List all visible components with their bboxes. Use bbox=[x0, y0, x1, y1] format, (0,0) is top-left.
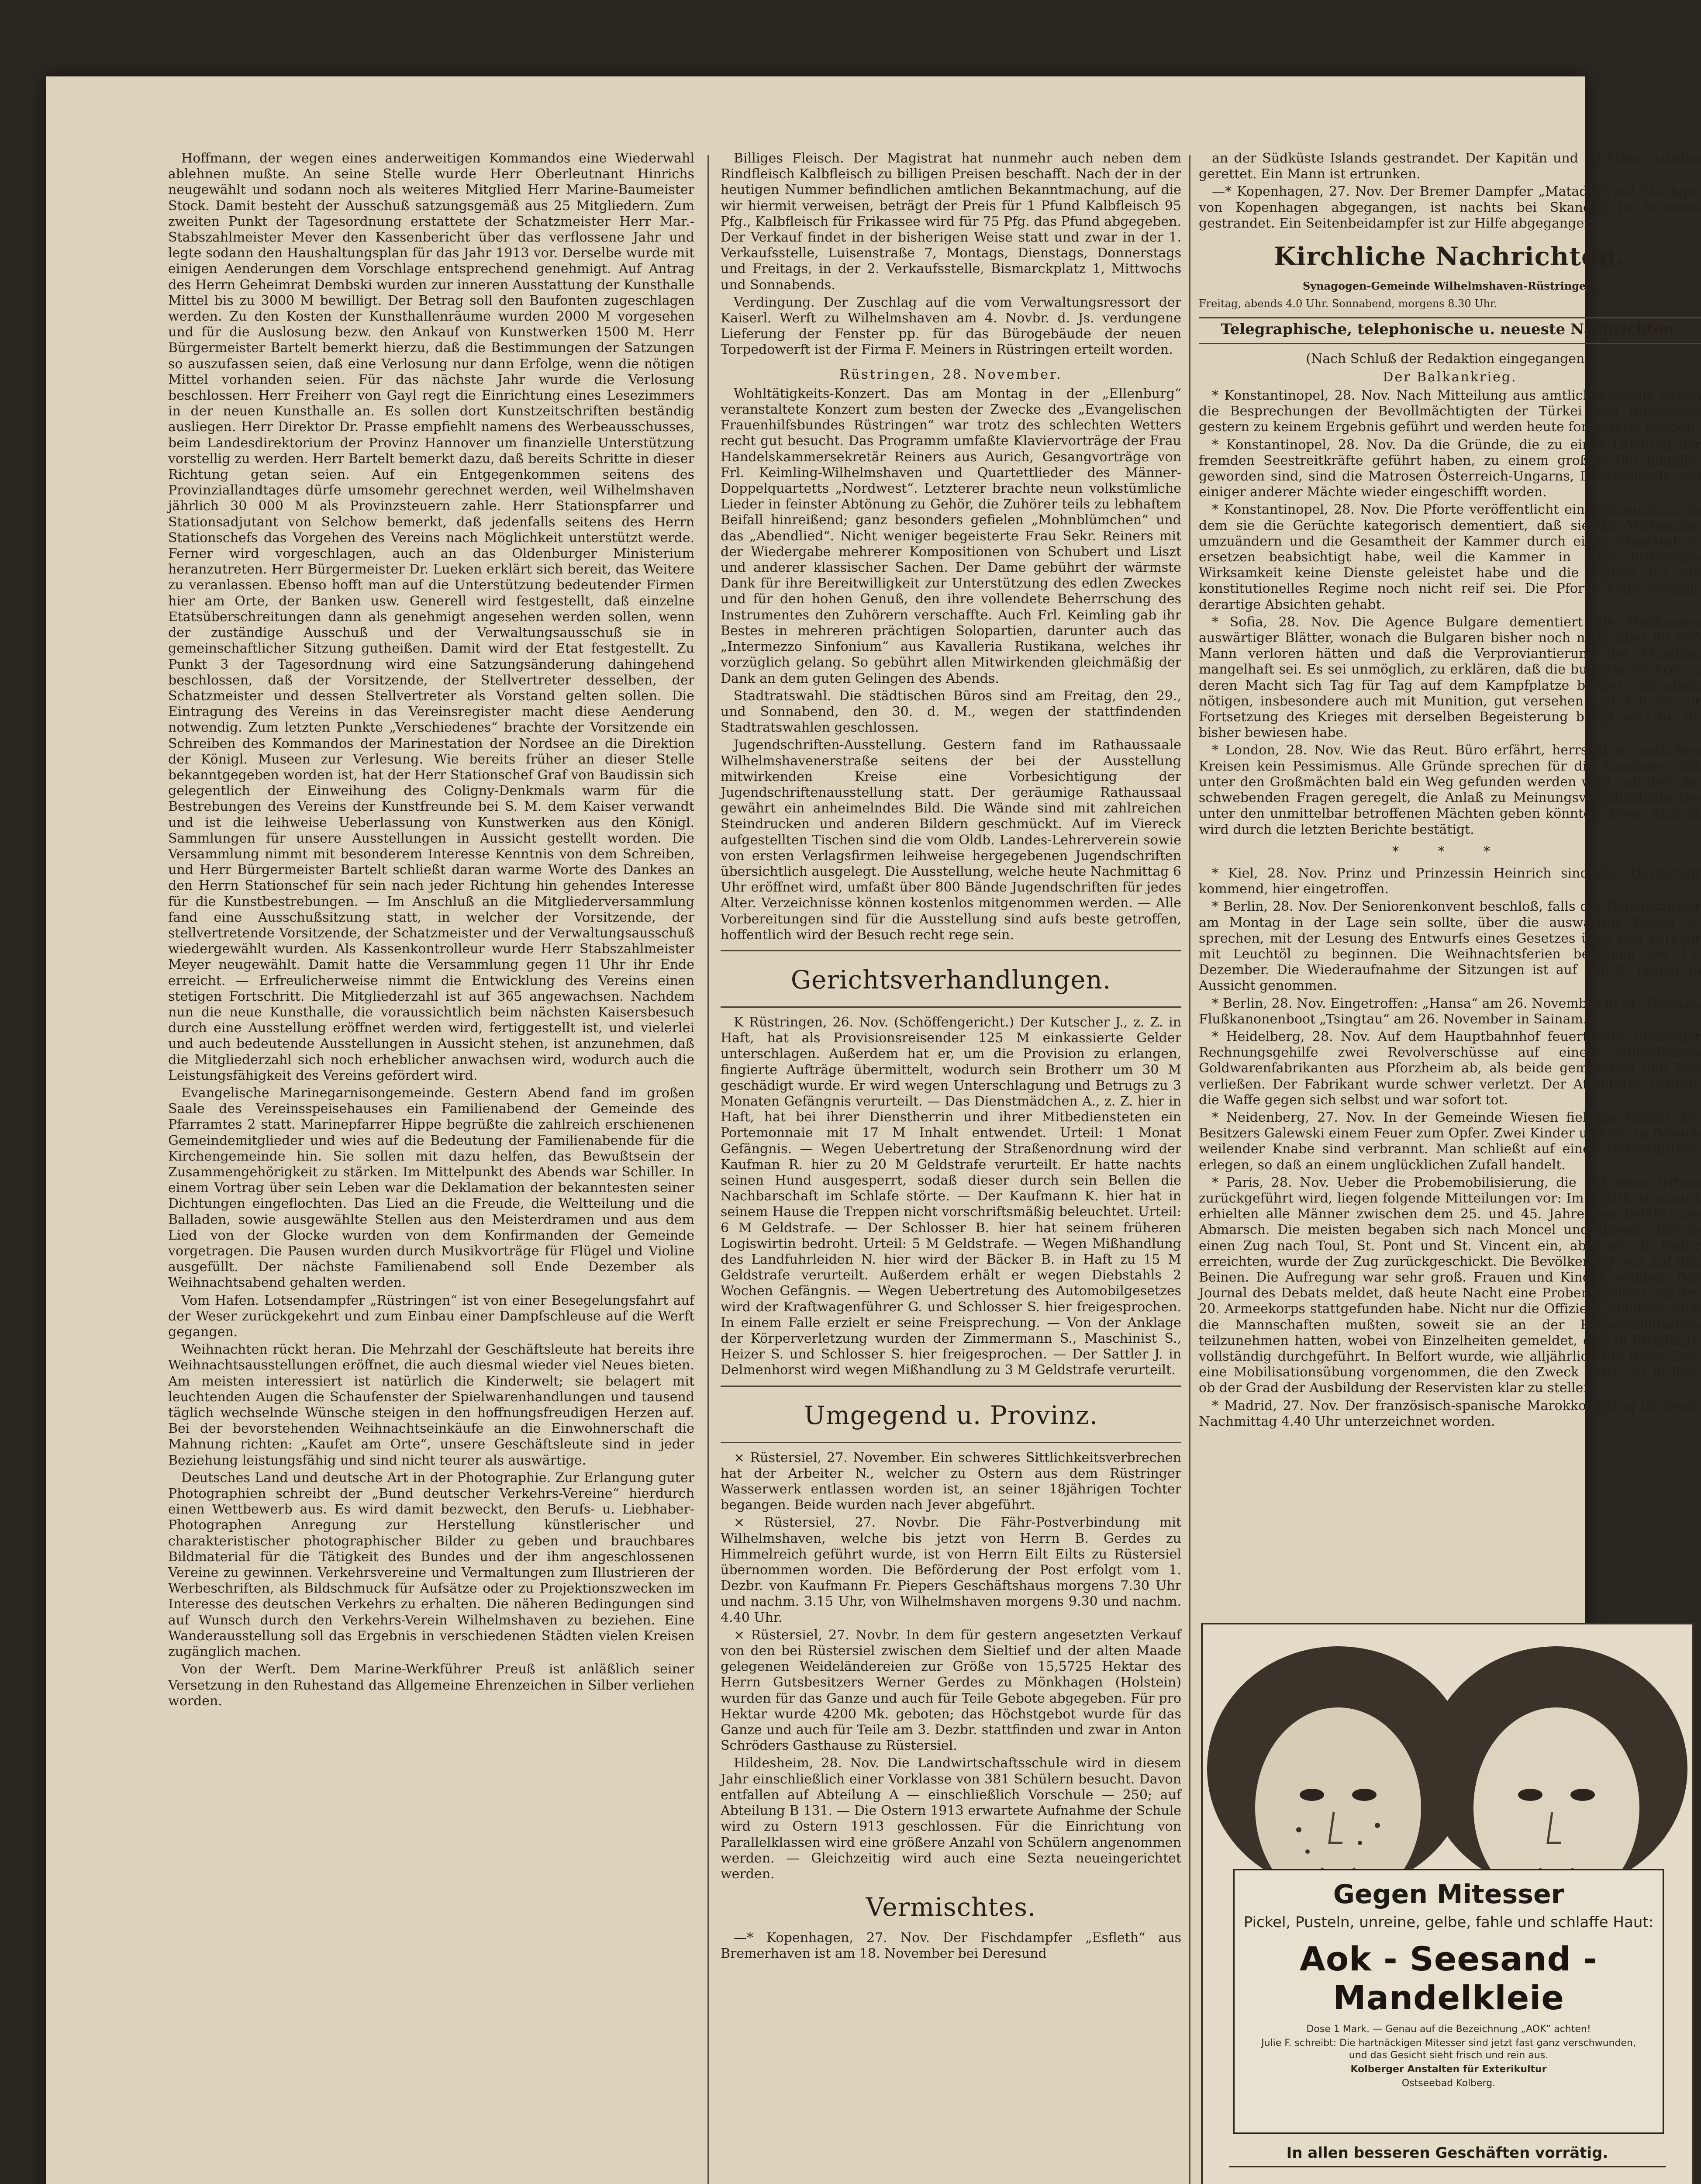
synagogue-notice: Synagogen-Gemeinde Wilhelmshaven-Rüstringen. bbox=[1302, 280, 1597, 293]
article-verdingung: Verdingung. Der Zuschlag auf die vom Verwaltungsressort der Kaiserl. Werft zu Wilhelmshaven am 4. Novbr. d. Js. verdungene Lieferung der Fenster pp. für das Bürogebäude der neuen Torpedowerft ist der Firma F. Meiners in Rüstringen erteilt worden. bbox=[721, 294, 1181, 358]
section-header-box bbox=[721, 950, 1181, 1008]
article-stadtratswahl: Stadtratswahl. Die städtischen Büros sind am Freitag, den 29., und Sonnabend, den 30. d. M., wegen der stattfindenden Stadtratswahlen geschlossen. bbox=[721, 688, 1181, 736]
article-marinegarnison: Evangelische Marinegarnisongemeinde. Gestern Abend fand im großen Saale des Vereinsspeisehauses ein Familienabend der Gemeinde des Pfarramtes 2 statt. Marinepfarrer Hippe begrüßte die zahlreich erschienenen Gemeindemitglieder und wies auf die Bedeutung der Familienabende für die Kirchengemeinde hin. Sie sollen mit dazu helfen, das Bewußtsein der Zusammengehörigkeit zu stärken. Im Mittelpunkt des Abends war Schiller. In einem Vortrag über sein Leben war die Deklamation der bekanntesten seiner Dichtungen eingeflochten. Das Lied an die Freude, die Weltteilung und die Balladen, sowie ausgewählte Stellen aus den Meisterdramen und aus dem Lied von der Glocke wurden von dem Konfirmanden der Gemeinde vorgetragen. Die Pausen wurden durch Musikvorträge für Flügel und Violine ausgefüllt. Der nächste Familienabend soll Ende Dezember als Weihnachtsabend gehalten werden. bbox=[168, 1085, 694, 1291]
advertisement bbox=[1201, 1623, 1694, 2184]
section-heading-vermischtes: Vermischtes. bbox=[866, 1892, 1036, 1922]
ad-tagline: Pickel, Pusteln, unreine, gelbe, fahle und schlaffe Haut: bbox=[1243, 1914, 1654, 1931]
column-1 bbox=[168, 151, 694, 2184]
telegram: * Berlin, 28. Nov. Der Seniorenkonvent beschloß, falls der Reichskanzler am Montag in der Lage sein sollte, über die auswärtige Politik zu sprechen, mit der Lesung des Entwurfs eines Gesetzes über den Verkehr mit Leuchtöl zu beginnen. Die Weihnachtsferien beginnen am 13. Dezember. Die Wiederaufnahme der Sitzungen ist auf den 8. Januar in Aussicht genommen. bbox=[1199, 899, 1701, 994]
telegram: * Berlin, 28. Nov. Eingetroffen: „Hansa“ am 26. November in St. Thomas, Flußkanonenboot „Tsingtau“ am 26. November in Sainam. bbox=[1199, 995, 1701, 1027]
telegram: * Kiel, 28. Nov. Prinz und Prinzessin Heinrich sind aus Darmstadt kommend, hier eingetroffen. bbox=[1199, 865, 1701, 897]
article-schoeffengericht: K Rüstringen, 26. Nov. (Schöffengericht.) Der Kutscher J., z. Z. in Haft, hat als Provisionsreisender 125 M einkassierte Gelder unterschlagen. Außerdem hat er, um die Provision zu erlangen, fingierte Aufträge übermittelt, wodurch sein Brotherr um 30 M geschädigt wurde. Er wird wegen Unterschlagung und Betrugs zu 3 Monaten Gefängnis verurteilt. — Das Dienstmädchen A., z. Z. hier in Haft, hat bei ihrer Dienstherrin und ihrer Mitbediensteten ein Portemonnaie mit 17 M Inhalt entwendet. Urteil: 1 Monat Gefängnis. — Wegen Uebertretung der Straßenordnung wird der Kaufman R. hier zu 20 M Geldstrafe verurteilt. Er hatte nachts seinen Hund ausgesperrt, sodaß dieser durch sein Bellen die Nachbarschaft im Schlafe störte. — Der Kaufmann K. hier hat in seinem Hause die Treppen nicht vorschriftsmäßig beleuchtet. Urteil: 6 M Geldstrafe. — Der Schlosser B. hier hat seinem früheren Logiswirtin bedroht. Urteil: 5 M Geldstrafe. — Wegen Mißhandlung des Landfuhrleiden N. hier wird der Bäcker B. in Haft zu 15 M Geldstrafe verurteilt. Außerdem erhält er wegen Diebstahls 2 Wochen Gefängnis. — Wegen Uebertretung des Automobilgesetzes wird der Kraftwagenführer G. und Schlosser S. hier freigesprochen. In einem Falle erzielt er seine Freisprechung. — Von der Anklage der Körperverletzung wurden der Zimmermann S., Maschinist S., Heizer S. und Schlosser S. hier freigesprochen. — Der Sattler J. in Delmenhorst wird wegen Mißhandlung zu 3 M Geldstrafe verurteilt. bbox=[721, 1014, 1181, 1378]
article-ruestersiel-3: × Rüstersiel, 27. Novbr. In dem für gestern angesetzten Verkauf von den bei Rüstersiel zwischen dem Sieltief und der alten Maade gelegenen Weideländereien zur Größe von 15,5725 Hektar des Herrn Gutsbesitzers Werner Gerdes zu Mönkhagen (Holstein) wurden für das Ganze und auch für Teile Gebote abgegeben. Für pro Hektar wurde 4200 Mk. geboten; das Höchstgebot wurde für das Ganze und auch für Teile am 3. Dezbr. stattfinden und zwar in Anton Schröders Gasthause zu Rüstersiel. bbox=[721, 1627, 1181, 1754]
telegram: * Paris, 28. Nov. Ueber die Probemobilisierung, die auf einen Irrtum zurückgeführt wird, liegen folgende Mitteilungen vor: Im Bezirk Arracourt erhielten alle Männer zwischen dem 25. und 45. Jahre den Befehl zum Abmarsch. Die meisten begaben sich nach Moncel und stiegen dort in einen Zug nach Toul, St. Pont und St. Vincent ein, aber als sie Pagny erreichten, wurde der Zug zurückgeschickt. Die Bevölkerung war auf den Beinen. Die Aufregung war sehr groß. Frauen und Kinder weinten. Das Journal des Debats meldet, daß heute Nacht eine Probemobilisierung des 20. Armeekorps stattgefunden habe. Nicht nur die Offiziere, sondern auch die Mannschaften mußten, soweit sie an der Probemobilisation teilzunehmen hatten, wobei von Einzelheiten gemeldet, daß in Straßburg vollständig durchgeführt. In Belfort wurde, wie alljährlich um diese Zeit, eine Mobilisationsübung vorgenommen, die den Zweck hatte, zu prüfen, ob der Grad der Ausbildung der Reservisten klar zu stellen. bbox=[1199, 1175, 1701, 1396]
section-header-box bbox=[721, 1386, 1181, 1443]
telegraph-note: (Nach Schluß der Redaktion eingegangen.) bbox=[1306, 351, 1594, 367]
section-divider-stars: * * * bbox=[1392, 843, 1508, 859]
section-heading-telegraph: Telegraphische, telephonische u. neueste Nachrichten. bbox=[1221, 321, 1679, 339]
section-heading-umgegend: Umgegend u. Provinz. bbox=[804, 1400, 1098, 1430]
ad-headline: Gegen Mitesser bbox=[1333, 1879, 1564, 1910]
article-billiges-fleisch: Billiges Fleisch. Der Magistrat hat nunmehr auch neben dem Rindfleisch Kalbfleisch zu billigen Preisen beschafft. Nach der in der heutigen Nummer befindlichen amtlichen Bekanntmachung, auf die wir hiermit verweisen, beträgt der Preis für 1 Pfund Kalbfleisch 95 Pfg., Kalbfleisch für Frikassee wird für 75 Pfg. das Pfund abgegeben. Der Verkauf findet in der bisherigen Weise statt und zwar in der 1. Verkaufsstelle, Luisenstraße 7, Montags, Dienstags, Donnerstags und Freitags, in der 2. Verkaufsstelle, Bismarckplatz 1, Mittwochs und Sonnabends. bbox=[721, 151, 1182, 293]
telegram: * Konstantinopel, 28. Nov. Nach Mitteilung aus amtlicher Quelle haben die Besprechungen der Bevollmächtigten der Türkei und Bulgariens gestern zu keinem Ergebnis geführt und werden heute fortgesetzt werden. bbox=[1199, 388, 1701, 435]
ad-maker: Kolberger Anstalten für Exterikultur bbox=[1350, 2064, 1547, 2075]
ad-testimonial: Julie F. schreibt: Die hartnäckigen Mitesser sind jetzt fast ganz verschwunden, und das Gesicht sieht frisch und rein aus. bbox=[1261, 2038, 1636, 2061]
newspaper-page bbox=[46, 76, 1701, 2184]
article-photographie: Deutsches Land und deutsche Art in der Photographie. Zur Erlangung guter Photographien schreibt der „Bund deutscher Verkehrs-Vereine“ hierdurch einen Wettbewerb aus. Es wird damit bezweckt, den Berufs- u. Liebhaber-Photographen Anregung zur Herstellung künstlerischer und charakteristischer photographischer Bilder zu geben und brauchbares Bildmaterial für die Tätigkeit des Bundes und der ihm angeschlossenen Vereine zu gewinnen. Verkehrsvereine und Vermaltungen zum Illustrieren der Werbeschriften, als Bildschmuck für Aufsätze oder zu Projektionszwecken im Interesse des deutschen Verkehrs zu erhalten. Die näheren Bedingungen sind auf Wunsch durch den Verkehrs-Verein Wilhelmshaven zu beziehen. Eine Wanderausstellung soll das Ergebnis in verschiedenen Städten vielen Kreisen zugänglich machen. bbox=[168, 1470, 694, 1660]
section-heading-gericht: Gerichtsverhandlungen. bbox=[790, 964, 1111, 995]
article-island: an der Südküste Islands gestrandet. Der Kapitän und 10 Mann wurden gerettet. Ein Mann ist ertrunken. bbox=[1199, 151, 1701, 182]
article-ruestersiel-1: × Rüstersiel, 27. November. Ein schweres Sittlichkeitsverbrechen hat der Arbeiter N., welcher zu Ostern aus dem Rüstringer Wasserwerk entlassen worden ist, an seiner 18jährigen Tochter begangen. Beide wurden nach Jever abgeführt. bbox=[721, 1450, 1181, 1513]
telegram: * Madrid, 27. Nov. Der französisch-spanische Marokkovertrag ist heute Nachmittag 4.40 Uhr unterzeichnet worden. bbox=[1199, 1398, 1701, 1429]
ad-brand: Aok - Seesand - Mandelkleie bbox=[1300, 1939, 1597, 2017]
column-2 bbox=[721, 151, 1181, 2184]
ad-rule bbox=[1229, 2166, 1666, 2167]
column-rule bbox=[1189, 155, 1190, 2184]
column-rule bbox=[707, 155, 709, 2184]
ad-fine-print bbox=[1252, 2023, 1645, 2090]
ad-price: Dose 1 Mark. — Genau auf die Bezeichnung „AOK“ achten! bbox=[1306, 2024, 1591, 2035]
telegram: * Neidenberg, 27. Nov. In der Gemeinde Wiesen fiel das Gehöft des Besitzers Galewski einem Feuer zum Opfer. Zwei Kinder und ein zu Besuch weilender Knabe sind verbrannt. Man schließt auf einen Gasvergiftung erlegen, so daß an einem unglücklichen Zufall handelt. bbox=[1199, 1109, 1701, 1173]
telegram: * Heidelberg, 28. Nov. Auf dem Hauptbahnhof feuerte ein 19jähriger Rechnungsgehilfe zwei Revolverschüsse auf einen jugendlichen Goldwarenfabrikanten aus Pforzheim ab, als beide gemeinsam den Zug verließen. Der Fabrikant wurde schwer verletzt. Der Attentäter richtete die Waffe gegen sich selbst und war sofort tot. bbox=[1199, 1029, 1701, 1108]
telegram: * London, 28. Nov. Wie das Reut. Büro erfährt, herrscht in amtlichen Kreisen kein Pessimismus. Alle Gründe sprechen für die Annahme, daß unter den Großmächten bald ein Weg gefunden werden wird, auf dem die schwebenden Fragen geregelt, die Anlaß zu Meinungsverschiedenheiten unter den unmittelbar betroffenen Mächten geben könnten. Diese Ansicht wird durch die letzten Berichte bestätigt. bbox=[1199, 743, 1701, 837]
article-jugendschriften: Jugendschriften-Ausstellung. Gestern fand im Rathaussaale Wilhelmshavenerstraße seitens der bei der Ausstellung mitwirkenden Kreise eine Vorbesichtigung der Jugendschriftenausstellung statt. Der geräumige Rathaussaal gewährt ein anheimelndes Bild. Die Wände sind mit zahlreichen Steindrucken und anderen Bildern geschmückt. Auf im Viereck aufgestellten Tischen sind die vom Oldb. Landes-Lehrerverein sowie von ersten Verlagsfirmen leihweise hergegebenen Jugendschriften übersichtlich ausgelegt. Die Ausstellung, welche heute Nachmittag 6 Uhr eröffnet wird, umfaßt über 800 Bände Jugendschriften für jedes Alter. Verzeichnisse können kostenlos mitgenommen werden. — Alle Vorbereitungen sind für die Ausstellung sind aufs beste getroffen, hoffentlich wird der Besuch recht rege sein. bbox=[721, 737, 1181, 943]
article-hildesheim: Hildesheim, 28. Nov. Die Landwirtschaftsschule wird in diesem Jahr einschließlich einer Vorklasse von 381 Schülern besucht. Davon entfallen auf Abteilung A — einschließlich Vorschule — 250; auf Abteilung B 131. — Die Ostern 1913 erwartete Aufnahme der Schule wird zu Ostern 1913 geschlossen. Für die Einrichtung von Parallelklassen wird eine größere Anzahl von Schülern angenommen werden. — Gleichzeitig wird auch eine Sezta neueingerichtet werden. bbox=[721, 1755, 1181, 1882]
article-hafen: Vom Hafen. Lotsendampfer „Rüstringen“ ist von einer Besegelungsfahrt auf der Weser zurückgekehrt und zum Einbau einer Dampfschleuse auf die Werft gegangen. bbox=[168, 1292, 694, 1340]
section-header-box bbox=[1199, 317, 1701, 344]
ad-location: Ostseebad Kolberg. bbox=[1401, 2078, 1496, 2089]
telegram: * Konstantinopel, 28. Nov. Die Pforte veröffentlicht ein Communiqué, in dem sie die Gerüchte kategorisch dementiert, daß sie die Verfassung umzuändern und die Gesamtheit der Kammer durch einen Staatsrat zu ersetzen beabsichtigt habe, weil die Kammer in ihrer bisherigen Wirksamkeit keine Dienste geleistet habe und die Nation für ein konstitutionelles Regime noch nicht reif sei. Die Pforte hätte niemals derartige Absichten gehabt. bbox=[1199, 502, 1701, 612]
article-konzert: Wohltätigkeits-Konzert. Das am Montag in der „Ellenburg“ veranstaltete Konzert zum besten der Zwecke des „Evangelischen Frauenhilfsbundes Rüstringen“ war trotz des schlechten Wetters recht gut besucht. Das Programm umfaßte Klaviervorträge der Frau Handelskammersekretär Reiners aus Aurich, Gesangvorträge von Frl. Keimling-Wilhelmshaven und Quartettlieder des Männer-Doppelquartetts „Nordwest“. Letzterer brachte neun volkstümliche Lieder in feinster Abtönung zu Gehör, die Zuhörer teils zu lebhaftem Beifall hinreißend; ganz besonders gefielen „Mohnblümchen“ und das „Abendlied“. Nicht weniger begeisterte Frau Sekr. Reiners mit der Wiedergabe mehrerer Kompositionen von Schubert und Liszt und anderer klassischer Sachen. Der Dame gebührt der wärmste Dank für ihre Bereitwilligkeit zur Unterstützung des edlen Zweckes und für den hohen Genuß, den ihre vollendete Beherrschung des Instrumentes den Zuhörern verschaffte. Auch Frl. Keimling gab ihr Bestes in mehreren prächtigen Solopartien, darunter auch das „Intermezzo Sinfonium“ aus Kavalleria Rustikana, welches ihr vorzüglich gelang. So gebührt allen Mitwirkenden gleichmäßig der Dank an dem guten Gelingen des Abends. bbox=[721, 386, 1181, 686]
section-heading-kirchlich: Kirchliche Nachrichten. bbox=[1273, 242, 1626, 272]
article-weihnachten: Weihnachten rückt heran. Die Mehrzahl der Geschäftsleute hat bereits ihre Weihnachtsausstellungen eröffnet, die auch diesmal wieder viel Neues bieten. Am meisten interessiert ist natürlich die Kinderwelt; sie belagert mit leuchtenden Augen die Schaufenster der Spielwarenhandlungen und tausend täglich wechselnde Wünsche steigen in den hoffnungsfreudigen Herzen auf. Bei der bevorstehenden Weihnachtseinkäufe an die Einwohnerschaft die Mahnung richten: „Kaufet am Orte“, unsere Geschäftsleute sind in jeder Beziehung leistungsfähig und sind nicht teurer als auswärtige. bbox=[168, 1342, 694, 1468]
dateline-ruestringen: Rüstringen, 28. November. bbox=[839, 366, 1063, 382]
synagogue-times: Freitag, abends 4.0 Uhr. Sonnabend, morgens 8.30 Uhr. bbox=[1199, 297, 1497, 310]
article-kopenhagen-2: —* Kopenhagen, 27. Nov. Der Bremer Dampfer „Matador“ mit Stückgut von Kopenhagen abgegangen, ist nachts bei Skanoer in Schonen gestrandet. Ein Seitenbeidampfer ist zur Hilfe abgegangen. bbox=[1199, 184, 1701, 231]
article-kopenhagen-1: —* Kopenhagen, 27. Nov. Der Fischdampfer „Esfleth“ aus Bremerhaven ist am 18. November bei Deresund bbox=[721, 1930, 1181, 1962]
telegram: * Sofia, 28. Nov. Die Agence Bulgare dementiert die Meldungen auswärtiger Blätter, wonach die Bulgaren bisher noch nicht über 90 000 Mann verloren hätten und daß die Verproviantierung der Munition mangelhaft sei. Es sei unmöglich, zu erklären, daß die bulgarische Armee, deren Macht sich Tag für Tag auf dem Kampfplatze bewies, mit allem nötigen, insbesondere auch mit Munition, gut versehen und daß sie zur Fortsetzung des Krieges mit derselben Begeisterung bereit sei, die sie bisher bewiesen habe. bbox=[1199, 614, 1701, 741]
article-ruestersiel-2: × Rüstersiel, 27. Novbr. Die Fähr-Postverbindung mit Wilhelmshaven, welche bis jetzt von Herrn B. Gerdes zu Himmelreich geführt wurde, ist von Herrn Eilt Eilts zu Rüstersiel übernommen worden. Die Beförderung der Post erfolgt vom 1. Dezbr. von Kaufmann Fr. Piepers Geschäftshaus morgens 7.30 Uhr und nachm. 3.15 Uhr, von Wilhelmshaven morgens 9.30 und nachm. 4.40 Uhr. bbox=[721, 1515, 1181, 1625]
telegram: * Konstantinopel, 28. Nov. Da die Gründe, die zu einer Landung der fremden Seestreitkräfte geführt haben, zu einem großen Teil hinfällig geworden sind, sind die Matrosen Österreich-Ungarns, Deutschlands und einiger anderer Mächte wieder eingeschifft worden. bbox=[1199, 437, 1701, 500]
ad-text-box bbox=[1233, 1869, 1664, 2134]
article-kunstfreunde: Hoffmann, der wegen eines anderweitigen Kommandos eine Wiederwahl ablehnen mußte. An seine Stelle wurde Herr Oberleutnant Hinrichs neugewählt und sodann noch als weiteres Mitglied Herr Marine-Baumeister Stock. Damit besteht der Ausschuß satzungsgemäß aus 25 Mitgliedern. Zum zweiten Punkt der Tagesordnung erstattete der Schatzmeister Herr Mar.-Stabszahlmeister Mever den Kassenbericht über das verflossene Jahr und legte sodann den Haushaltungsplan für das Jahr 1913 vor. Derselbe wurde mit einigen Aenderungen dem Vorschlage entsprechend genehmigt. Auf Antrag des Herrn Geheimrat Dembski wurden zur inneren Ausstattung der Kunsthalle Mittel bis zu 3000 M bewilligt. Der Betrag soll den Baufonten zugeschlagen werden. Zu den Kosten der Kunsthallenräume wurden 2000 M vorgesehen und für die Auslosung bezw. den Ankauf von Kunstwerken 1500 M. Herr Bürgermeister Bartelt bemerkt hierzu, daß die Bestimmungen der Satzungen so auszufassen seien, daß eine Verlosung nur dann Erfolge, wenn die nötigen Mittel vorhanden seien. Für das nächste Jahr wurde die Verlosung beschlossen. Herr Freiherr von Gayl regt die Einrichtung eines Lesezimmers in der neuen Kunsthalle an. Es sollen dort Kunstzeitschriften beständig ausliegen. Herr Direktor Dr. Prasse empfiehlt namens des Werbeausschusses, beim Landesdirektorium der Provinz Hannover um finanzielle Unterstützung vorstellig zu werden. Herr Bartelt bemerkt dazu, daß bereits Schritte in dieser Richtung getan seien. Auf ein Entgegenkommen seitens des Provinziallandtages dürfe umsomehr gerechnet werden, weil Wilhelmshaven jährlich 30 000 M als Provinzsteuern zahle. Herr Stationspfarrer und Stationsadjutant von Selchow bemerkt, daß jedenfalls seitens des Herrn Stationschefs das Vorgehen des Vereins nach Möglichkeit unterstützt werde. Ferner wird vorgeschlagen, auch an das Oldenburger Ministerium heranzutreten. Herr Bürgermeister Dr. Lueken erklärt sich bereit, das Weitere zu veranlassen. Ebenso hofft man auf die Unterstützung bedeutender Firmen hier am Orte, der Banken usw. Generell wird festgestellt, daß einzelne Etatsüberschreitungen dann als genehmigt angesehen werden sollen, wenn der zuständige Ausschuß und der Verwaltungsausschuß sie in gemeinschaftlicher Sitzung gutheißen. Damit wird der Etat festgestellt. Zu Punkt 3 der Tagesordnung wird eine Satzungsänderung dahingehend beschlossen, daß der Vorsitzende, der Stellvertreter desselben, der Schatzmeister und dessen Stellvertreter als Vorstand gelten sollen. Die Eintragung des Vereins in das Vereinsregister macht diese Aenderung notwendig. Zum letzten Punkte „Verschiedenes“ brachte der Vorsitzende ein Schreiben des Kommandos der Marinestation der Nordsee an die Direktion der Königl. Museen zur Verlesung. Wie bereits früher an dieser Stelle bekanntgegeben worden ist, hat der Herr Stationschef Graf von Baudissin sich gelegentlich der Einweihung des Coligny-Denkmals warm für die Bestrebungen des Vereins der Kunstfreunde bei S. M. dem Kaiser verwandt und ist die leihweise Ueberlassung von Kunstwerken aus den Königl. Sammlungen für unsere Ausstellungen in Aussicht gestellt worden. Die Versammlung nimmt mit besonderem Interesse Kenntnis von dem Schreiben, und Herr Bürgermeister Bartelt schließt daran warme Worte des Dankes an den Herrn Stationschef für sein nach jeder Richtung hin gehendes Interesse für die Kunstbestrebungen. — Im Anschluß an die Mitgliederversammlung fand eine Ausschußsitzung statt, in welcher der Vorsitzende, der stellvertretende Vorsitzende, der Schatzmeister und der Verwaltungsausschuß wiedergewählt wurden. Als Kassenkontrolleur wurde Herr Stabszahlmeister Meyer neugewählt. Damit hatte die Versammlung gegen 11 Uhr ihr Ende erreicht. — Erfreulicherweise nimmt die Entwicklung des Vereins einen stetigen Fortschritt. Die Mitgliederzahl ist auf 365 angewachsen. Nachdem nun die neue Kunsthalle, die voraussichtlich beim nächsten Kaisersbesuch durch eine Ausstellung eröffnet werden wird, fertiggestellt ist, und vielerlei und auch bedeutende Ausstellungen in Aussicht stehen, ist anzunehmen, daß die Mitgliederzahl sich noch erheblicher anwachsen wird, wodurch auch die Leistungsfähigkeit des Vereins gefördert wird. bbox=[168, 151, 694, 1083]
balkan-heading: Der Balkankrieg. bbox=[1383, 370, 1517, 385]
ad-availability: In allen besseren Geschäften vorrätig. bbox=[1286, 2144, 1608, 2162]
article-werft: Von der Werft. Dem Marine-Werkführer Preuß ist anläßlich seiner Versetzung in den Ruhestand das Allgemeine Ehrenzeichen in Silber verliehen worden. bbox=[168, 1662, 694, 1709]
